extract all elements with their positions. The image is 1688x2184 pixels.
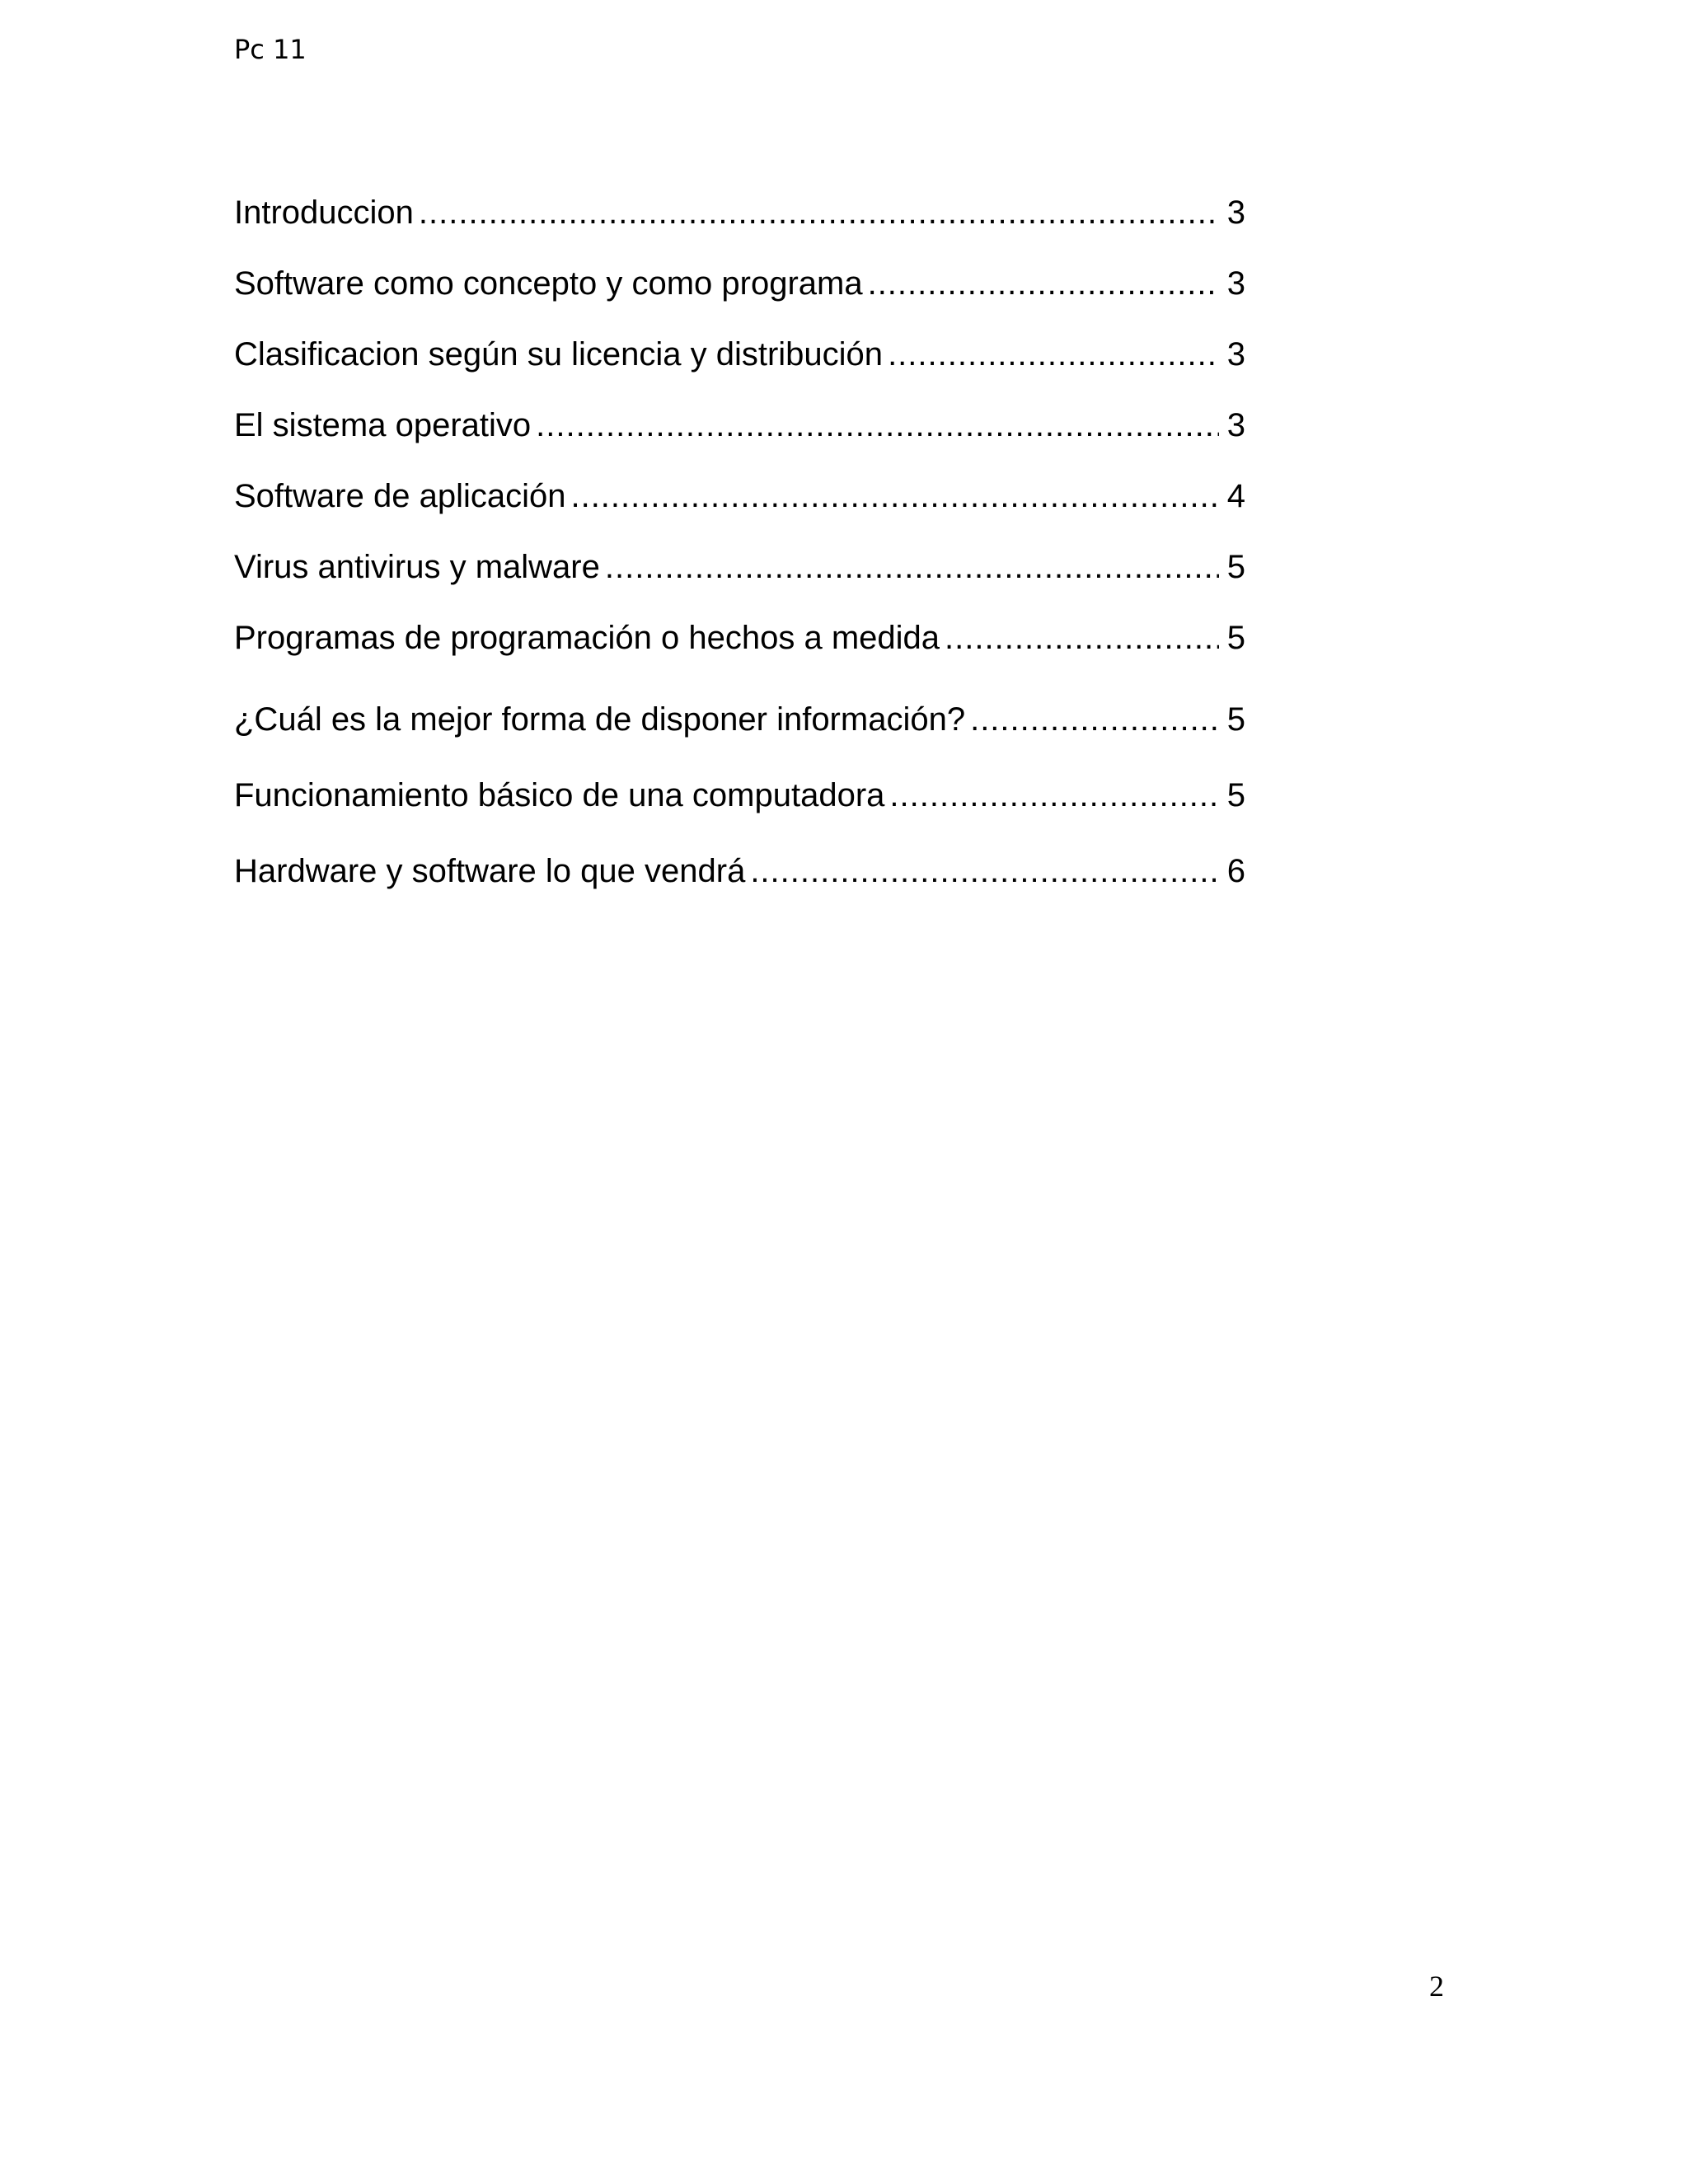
toc-entry-page: 3 xyxy=(1226,407,1245,443)
toc-entry-title: Software como concepto y como programa xyxy=(234,265,863,302)
toc-entry-introduccion[interactable] xyxy=(234,188,1245,237)
toc-entry-title: Hardware y software lo que vendrá xyxy=(234,853,746,889)
toc-entry-title: Programas de programación o hechos a medida xyxy=(234,620,940,656)
toc-entry-clasificacion[interactable] xyxy=(234,330,1245,379)
toc-entry-title: Virus antivirus y malware xyxy=(234,549,600,585)
toc-entry-page: 5 xyxy=(1226,549,1245,585)
toc-entry-page: 3 xyxy=(1226,194,1245,231)
toc-dot-leader xyxy=(750,846,1218,896)
toc-dot-leader xyxy=(419,188,1219,237)
toc-entry-title: El sistema operativo xyxy=(234,407,532,443)
toc-entry-page: 6 xyxy=(1226,853,1245,889)
toc-entry-page: 4 xyxy=(1226,478,1245,514)
toc-entry-virus[interactable] xyxy=(234,542,1245,592)
toc-entry-title: Introduccion xyxy=(234,194,414,231)
toc-entry-page: 5 xyxy=(1226,620,1245,656)
toc-entry-software-aplicacion[interactable] xyxy=(234,471,1245,521)
toc-dot-leader xyxy=(888,330,1219,379)
page-number: 2 xyxy=(1429,1970,1444,2003)
toc-entry-programas[interactable] xyxy=(234,613,1245,663)
toc-entry-page: 5 xyxy=(1226,701,1245,738)
toc-dot-leader xyxy=(536,401,1219,450)
toc-dot-leader xyxy=(889,771,1218,820)
toc-entry-software-concepto[interactable] xyxy=(234,259,1245,308)
toc-entry-funcionamiento[interactable] xyxy=(234,771,1245,820)
toc-entry-page: 3 xyxy=(1226,336,1245,373)
toc-dot-leader xyxy=(945,613,1219,663)
toc-dot-leader xyxy=(570,471,1218,521)
toc-dot-leader xyxy=(970,695,1219,744)
toc-entry-title: ¿Cuál es la mejor forma de disponer información? xyxy=(234,701,966,738)
toc-entry-title: Clasificacion según su licencia y distribución xyxy=(234,336,884,373)
toc-entry-title: Funcionamiento básico de una computadora xyxy=(234,777,885,813)
toc-dot-leader xyxy=(605,542,1219,592)
toc-entry-page: 5 xyxy=(1226,777,1245,813)
toc-entry-title: Software de aplicación xyxy=(234,478,566,514)
toc-entry-mejor-forma[interactable] xyxy=(234,695,1245,744)
toc-dot-leader xyxy=(868,259,1219,308)
toc-entry-hardware-software[interactable] xyxy=(234,846,1245,896)
page-header: Pc 11 xyxy=(234,34,307,65)
toc-entry-sistema-operativo[interactable] xyxy=(234,401,1245,450)
toc-entry-page: 3 xyxy=(1226,265,1245,302)
